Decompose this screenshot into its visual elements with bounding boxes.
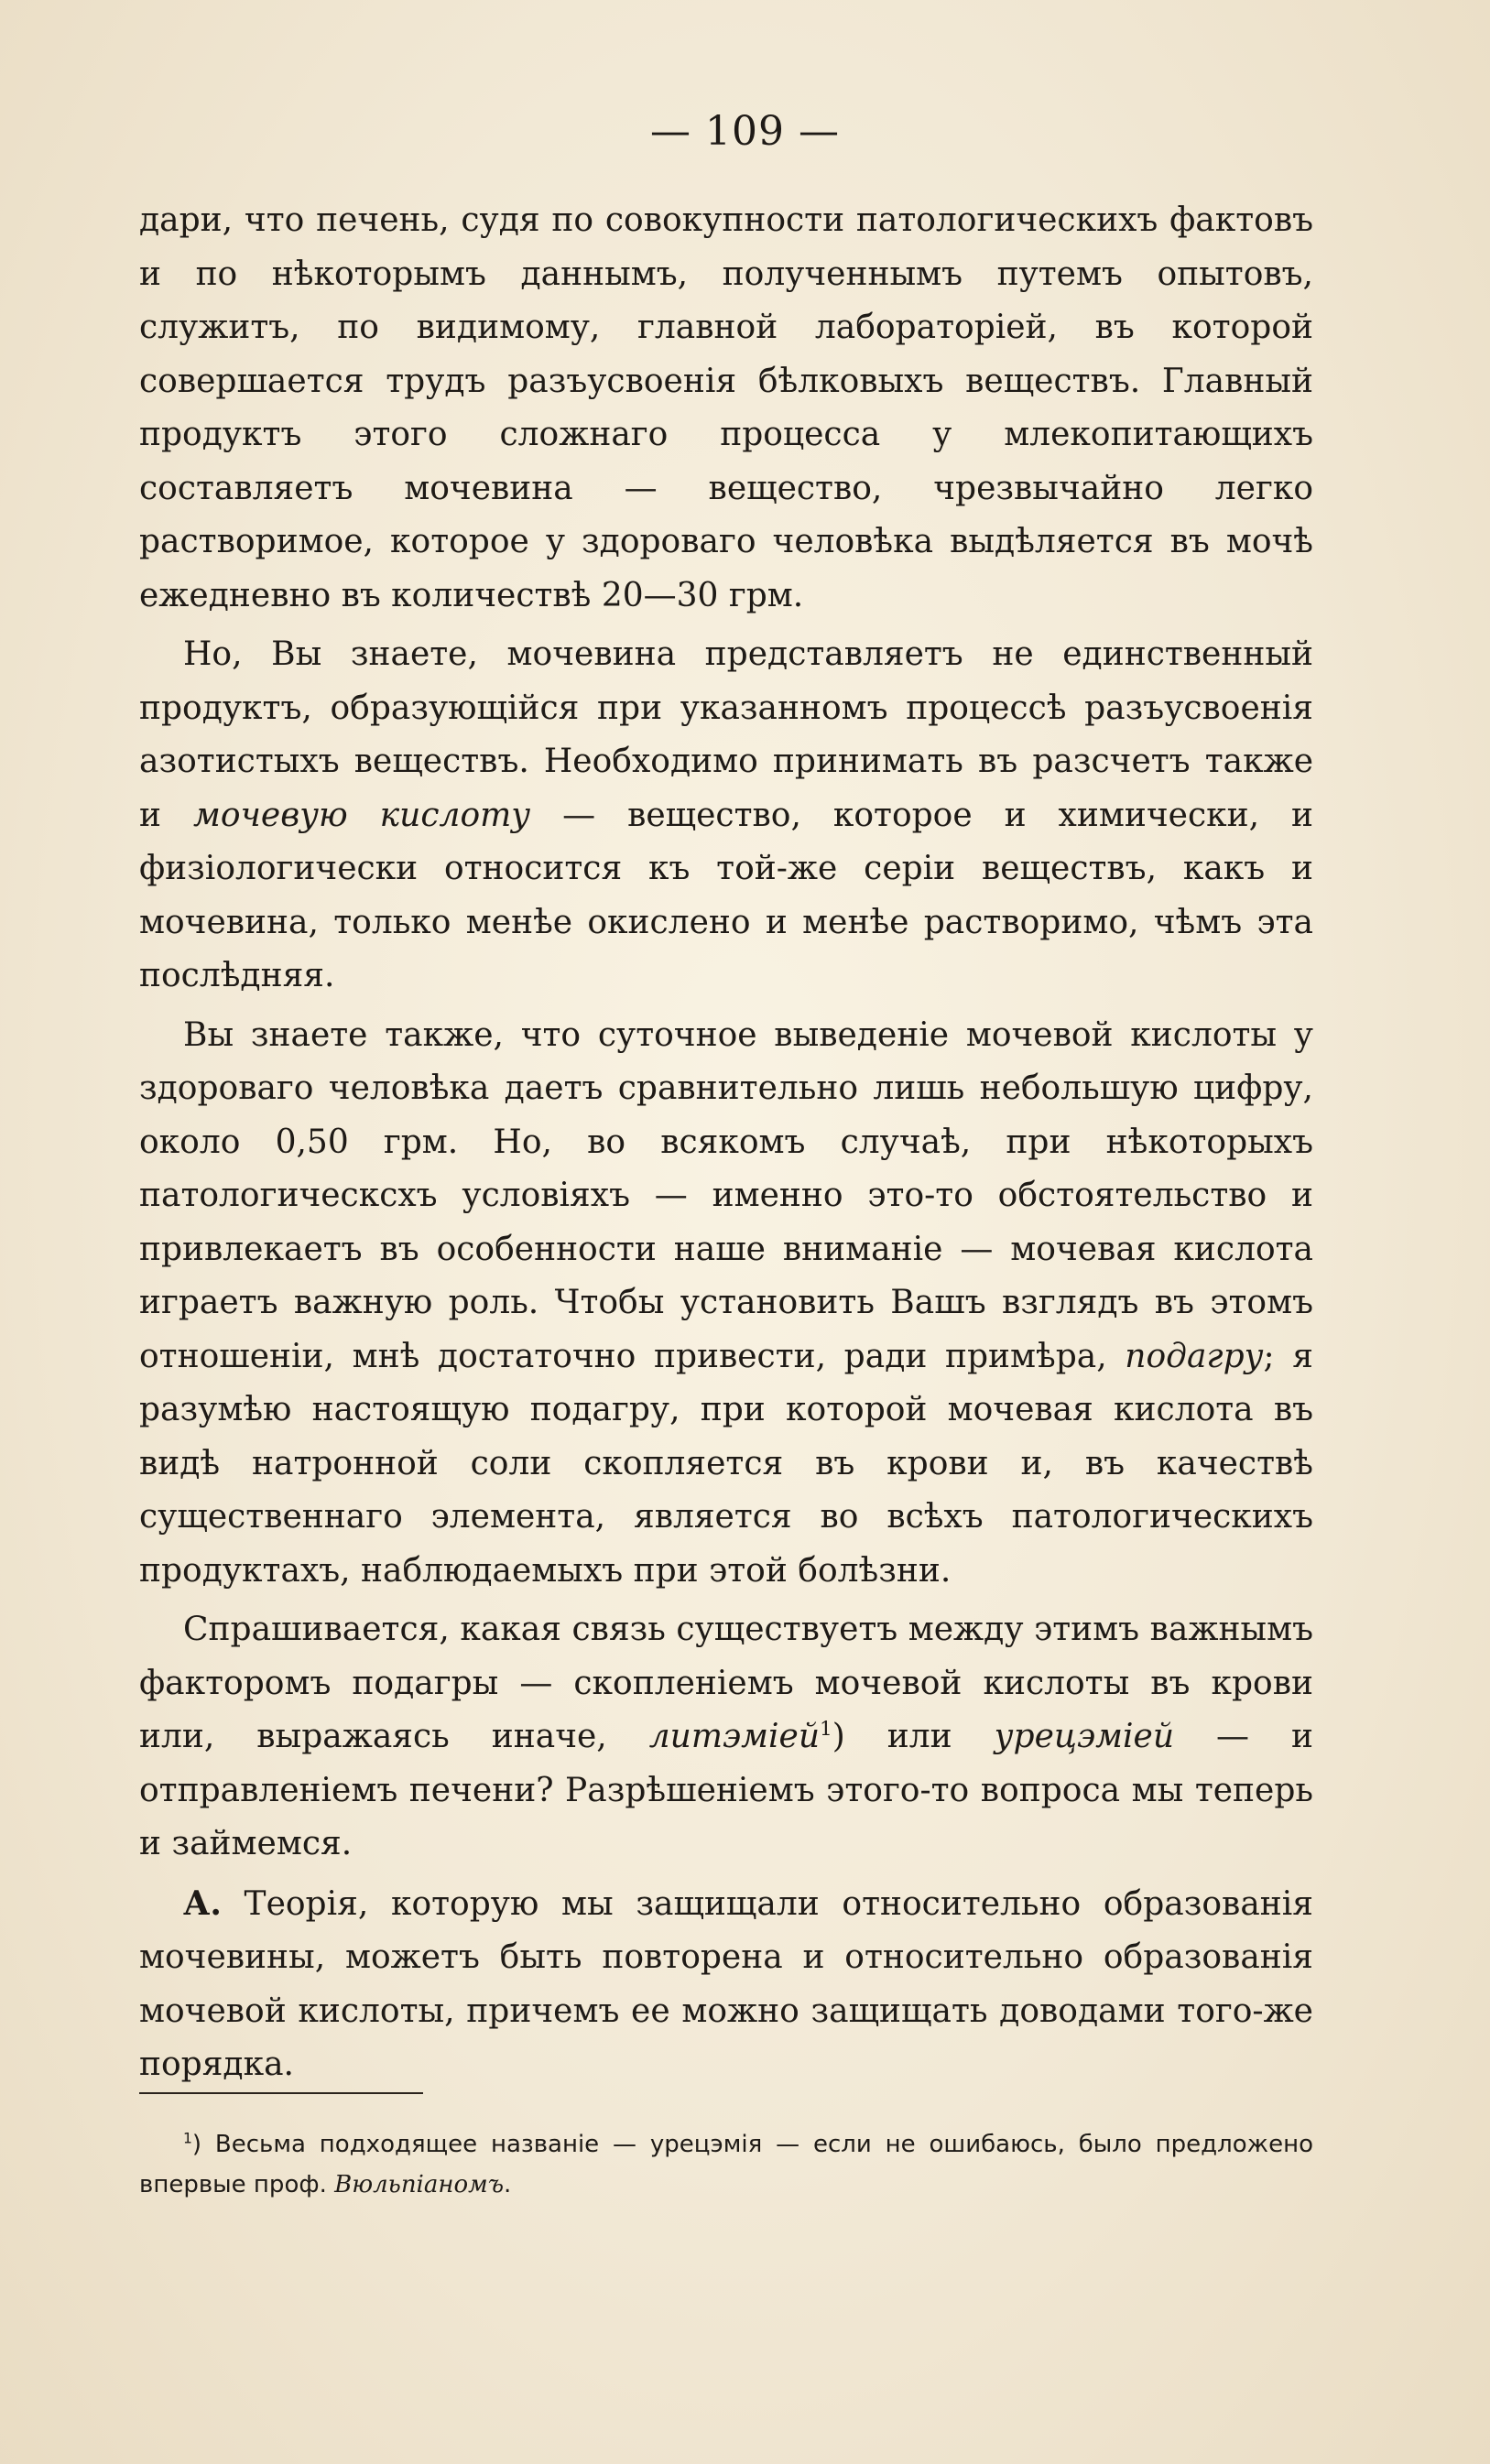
footnote-divider — [139, 2092, 423, 2094]
emphasis-gout: подагру — [1125, 1337, 1264, 1375]
paragraph-1-text: дари, что печень, судя по совокупности патологическихъ фактовъ и по нѣкоторымъ даннымъ, полученнымъ путемъ опытовъ, служитъ, по видимому, главной лабораторіей, въ которой совершается трудъ разъусвоенія бѣлковыхъ веществъ. Главный продуктъ этого сложнаго процесса у млекопитающихъ составляетъ мочевина — вещество, чрезвычайно легко растворимое, которое у здороваго человѣка выдѣляется въ мочѣ ежедневно въ количествѣ 20—30 грм. — [139, 201, 1313, 614]
paragraph-4-text-b: — и отправленіемъ печени? Разрѣшеніемъ этого-то вопроса мы теперь и займемся. — [139, 1718, 1313, 1862]
page-number: — 109 — — [650, 108, 840, 155]
emphasis-lithemia: литэміей — [648, 1718, 821, 1755]
paragraph-2-text-b: — вещество, которое и химически, и физіологически относится къ той-же серіи веществъ, какъ и мочевина, только менѣе окислено и менѣе растворимо, чѣмъ эта послѣдняя. — [139, 796, 1314, 994]
paragraph-3-text-a: Вы знаете также, что суточное выведеніе мочевой кислоты у здороваго человѣка даетъ сравнительно лишь небольшую цифру, около 0,50 грм. Но, во всякомъ случаѣ, при нѣкоторыхъ патологическсхъ условіяхъ — именно это-то обстоятельство и привлекаетъ въ особенности наше вниманіе — мочевая кислота играетъ важную роль. Чтобы установить Вашъ взглядъ въ этомъ отношеніи, мнѣ достаточно привести, ради примѣра, — [139, 1015, 1313, 1375]
emphasis-urecemia: урецэміей — [994, 1718, 1175, 1755]
paragraph-4 — [139, 1603, 1313, 1872]
footnote-text-a: ) Весьма подходящее названіе — урецэмія — если не ошибаюсь, было предложено впервые проф. — [139, 2131, 1313, 2198]
paragraph-1 — [139, 194, 1313, 623]
footnote-author-name: Вюльпіаномъ — [334, 2171, 505, 2198]
section-letter: А. — [183, 1883, 222, 1923]
paragraph-3 — [139, 1009, 1313, 1599]
paragraph-5 — [139, 1877, 1313, 2092]
footnote-text-b: . — [504, 2171, 512, 2198]
paragraph-2 — [139, 628, 1313, 1004]
paragraph-4-text-mid: ) или — [832, 1718, 995, 1755]
footnote-marker: 1 — [183, 2130, 192, 2147]
footnote-reference: 1 — [820, 1718, 832, 1741]
paragraph-5-text: Теорія, которую мы защищали относительно образованія мочевины, можетъ быть повторена и относительно образованія мочевой кислоты, причемъ ее можно защищать доводами того-же порядка. — [139, 1884, 1313, 2083]
footnote — [139, 2124, 1313, 2205]
emphasis-uric-acid: мочевую кислоту — [192, 796, 531, 834]
paragraph-3-text-b: ; я разумѣю настоящую подагру, при которой мочевая кислота въ видѣ натронной соли скопляется въ крови и, въ качествѣ существеннаго элемента, является во всѣхъ патологическихъ продуктахъ, наблюдаемыхъ при этой болѣзни. — [139, 1337, 1313, 1590]
body-text — [139, 194, 1313, 2098]
paragraph-4-text-a: Спрашивается, какая связь существуетъ между этимъ важнымъ факторомъ подагры — скопленіемъ мочевой кислоты въ крови или, выражаясь иначе, — [139, 1611, 1313, 1755]
paragraph-2-text-a: Но, Вы знаете, мочевина представляетъ не единственный продуктъ, образующійся при указанномъ процессѣ разъусвоенія азотистыхъ веществъ. Необходимо принимать въ разсчетъ также и — [139, 635, 1313, 834]
